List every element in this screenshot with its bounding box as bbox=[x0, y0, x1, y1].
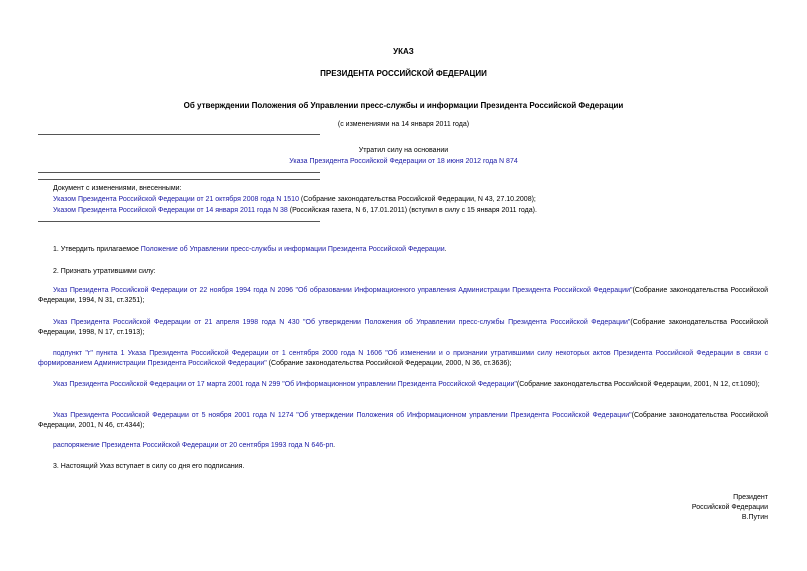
repealed-item bbox=[38, 318, 768, 338]
void-note-label: Утратил силу на основании bbox=[358, 147, 449, 154]
void-decree-link[interactable]: Указа Президента Российской Федерации от 18 июня 2012 года N 874 bbox=[289, 158, 518, 165]
repealed-item bbox=[38, 349, 768, 369]
paragraph-text: (Собрание законодательства Российской Федерации, 2001, N 12, ст.1090); bbox=[516, 381, 760, 388]
paragraph-text: (Собрание законодательства Российской Федерации, 1994, N 31, ст.3251); bbox=[38, 287, 768, 304]
change-source: (Собрание законодательства Российской Федерации, N 43, 27.10.2008); bbox=[298, 196, 536, 203]
doc-type-title: УКАЗ bbox=[393, 47, 414, 56]
signature-name: В.Путин bbox=[741, 514, 768, 521]
amendment-note: (с изменениями на 14 января 2011 года) bbox=[337, 121, 470, 128]
paragraph-text: . bbox=[444, 246, 447, 253]
paragraph-text: . bbox=[333, 442, 336, 449]
changes-item bbox=[53, 206, 537, 216]
paragraph-text: (Собрание законодательства Российской Федерации, 1998, N 17, ст.1913); bbox=[38, 319, 768, 336]
changes-item bbox=[53, 195, 536, 205]
paragraph-2: 2. Признать утратившими силу: bbox=[53, 268, 156, 275]
doc-subject-title: Об утверждении Положения об Управлении пресс-службы и информации Президента Российской Федерации bbox=[183, 101, 624, 110]
change-decree-link[interactable]: Указом Президента Российской Федерации от 21 октября 2008 года N 1510 bbox=[53, 196, 299, 203]
doc-issuer-title: ПРЕЗИДЕНТА РОССИЙСКОЙ ФЕДЕРАЦИИ bbox=[320, 69, 487, 78]
change-source: (Российская газета, N 6, 17.01.2011) (вступил в силу с 15 января 2011 года). bbox=[287, 207, 537, 214]
repealed-decree-link[interactable]: Указ Президента Российской Федерации от 21 апреля 1998 года N 430 "Об утверждении Положения об Управлении пресс-службы Президента Российской Федерации" bbox=[53, 319, 631, 326]
regulation-link[interactable]: Положение об Управлении пресс-службы и информации Президента Российской Федерации bbox=[140, 246, 445, 253]
repealed-order-link[interactable]: распоряжение Президента Российской Федерации от 20 сентября 1993 года N 646-рп bbox=[53, 442, 334, 449]
paragraph-text: 1. Утвердить прилагаемое bbox=[53, 246, 141, 253]
divider bbox=[38, 221, 320, 222]
repealed-item bbox=[38, 380, 768, 390]
signature-country: Российской Федерации bbox=[691, 504, 768, 511]
divider bbox=[38, 172, 320, 173]
signature-title: Президент bbox=[733, 494, 768, 501]
repealed-decree-link[interactable]: Указ Президента Российской Федерации от 17 марта 2001 года N 299 "Об Информационном управлении Президента Российской Федерации" bbox=[53, 381, 517, 388]
changes-intro: Документ с изменениями, внесенными: bbox=[53, 185, 182, 192]
repealed-item bbox=[38, 286, 768, 306]
divider bbox=[38, 134, 320, 135]
paragraph-3: 3. Настоящий Указ вступает в силу со дня его подписания. bbox=[53, 463, 245, 470]
repealed-item bbox=[38, 441, 768, 451]
change-decree-link[interactable]: Указом Президента Российской Федерации от 14 января 2011 года N 38 bbox=[53, 207, 288, 214]
repealed-decree-link[interactable]: Указ Президента Российской Федерации от 22 ноября 1994 года N 2096 "Об образовании Информационного управления Администрации Президента Российской Федерации" bbox=[53, 287, 633, 294]
divider bbox=[38, 179, 320, 180]
paragraph-text: (Собрание законодательства Российской Федерации, 2000, N 36, ст.3636); bbox=[266, 360, 512, 367]
repealed-item bbox=[38, 411, 768, 431]
paragraph-1 bbox=[38, 245, 768, 255]
repealed-decree-link[interactable]: подпункт "г" пункта 1 Указа Президента Российской Федерации от 1 сентября 2000 года N 1606 "Об изменении и о признании утратившими силу некоторых актов Президента Российской Федерации в связи с формированием Администрации Президента Российской Федерации" bbox=[38, 350, 768, 367]
repealed-decree-link[interactable]: Указ Президента Российской Федерации от 5 ноября 2001 года N 1274 "Об утверждении Положения об Информационном управлении Президента Российской Федерации" bbox=[53, 412, 632, 419]
paragraph-text: (Собрание законодательства Российской Федерации, 2001, N 46, ст.4344); bbox=[38, 412, 768, 429]
